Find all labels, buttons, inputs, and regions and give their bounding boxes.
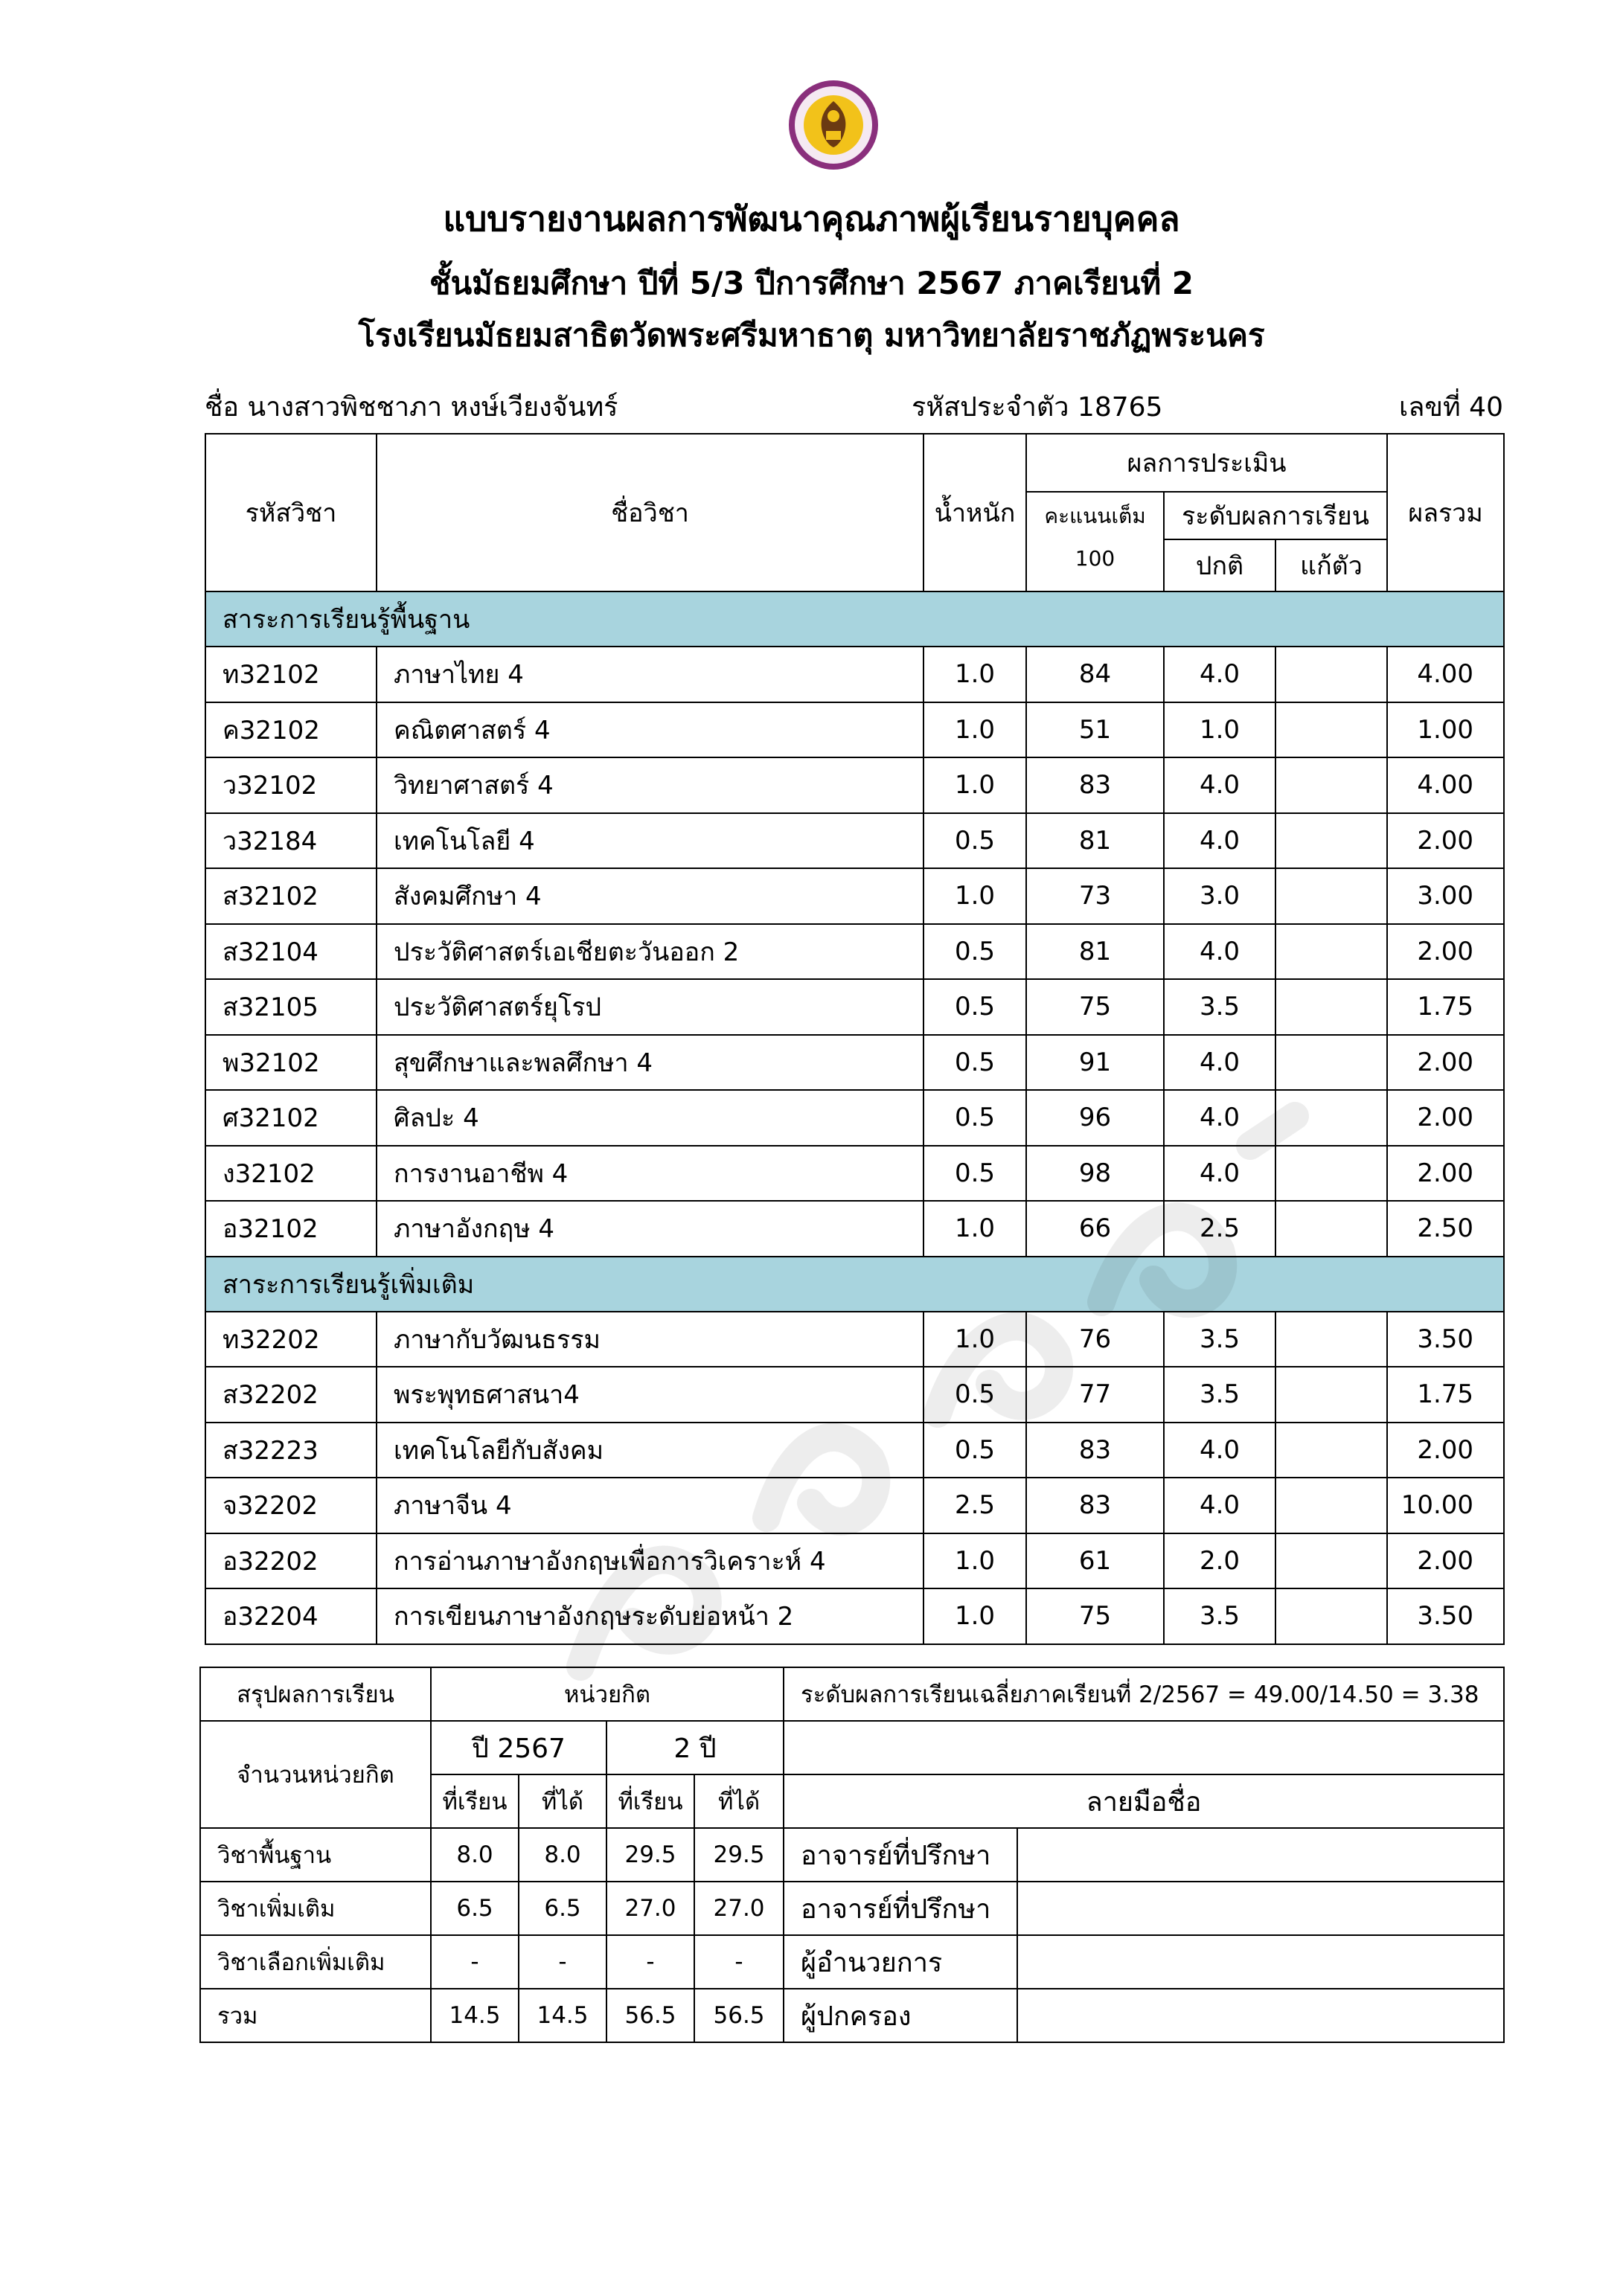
credit-total-studied: 56.5 xyxy=(606,1989,694,2042)
signature-line xyxy=(1017,1935,1504,1989)
summary-table xyxy=(199,1667,1505,2043)
subject-weight: 0.5 xyxy=(923,1423,1026,1478)
header-full-score xyxy=(1026,492,1164,591)
student-name: ชื่อ นางสาวพิชชาภา หงษ์เวียงจันทร์ xyxy=(205,392,618,423)
subject-grade: 1.0 xyxy=(1164,702,1275,758)
credit-total-earned: 27.0 xyxy=(694,1882,784,1935)
subject-corrected xyxy=(1275,924,1387,980)
header-grade-level: ระดับผลการเรียน xyxy=(1164,492,1387,539)
table-row xyxy=(205,647,1504,702)
summary-row xyxy=(200,1935,1504,1989)
subject-score: 76 xyxy=(1026,1312,1164,1367)
credit-year-earned: - xyxy=(519,1935,606,1989)
credit-year-studied: 14.5 xyxy=(431,1989,519,2042)
header-code: รหัสวิชา xyxy=(205,434,377,591)
subject-total: 3.50 xyxy=(1387,1588,1504,1644)
subject-weight: 0.5 xyxy=(923,1035,1026,1091)
subject-grade: 4.0 xyxy=(1164,1423,1275,1478)
subject-total: 3.50 xyxy=(1387,1312,1504,1367)
subject-weight: 1.0 xyxy=(923,757,1026,813)
table-row xyxy=(205,1146,1504,1202)
subject-corrected xyxy=(1275,1423,1387,1478)
subject-score: 96 xyxy=(1026,1090,1164,1146)
subject-score: 61 xyxy=(1026,1533,1164,1589)
subject-grade: 4.0 xyxy=(1164,1478,1275,1533)
table-row xyxy=(205,924,1504,980)
summary-row xyxy=(200,1828,1504,1882)
credit-total-studied: - xyxy=(606,1935,694,1989)
subject-weight: 0.5 xyxy=(923,924,1026,980)
subject-name: ภาษาไทย 4 xyxy=(377,647,923,702)
student-number: เลขที่ 40 xyxy=(1399,392,1503,423)
subject-code: ท32202 xyxy=(205,1312,377,1367)
subject-code: ส32202 xyxy=(205,1367,377,1423)
subject-corrected xyxy=(1275,757,1387,813)
section-header-row xyxy=(205,591,1504,647)
subject-code: จ32202 xyxy=(205,1478,377,1533)
credit-year-earned: 6.5 xyxy=(519,1882,606,1935)
subject-total: 2.00 xyxy=(1387,1423,1504,1478)
gpa-text: ระดับผลการเรียนเฉลี่ยภาคเรียนที่ 2/2567 = 49.00/14.50 = 3.38 xyxy=(784,1667,1504,1721)
header-subject: ชื่อวิชา xyxy=(377,434,923,591)
credit-year-earned: 8.0 xyxy=(519,1828,606,1882)
subject-grade: 3.5 xyxy=(1164,1312,1275,1367)
section-title: สาระการเรียนรู้พื้นฐาน xyxy=(205,591,1504,647)
credit-total-earned: 29.5 xyxy=(694,1828,784,1882)
subject-weight: 0.5 xyxy=(923,1367,1026,1423)
subject-name: การเขียนภาษาอังกฤษระดับย่อหน้า 2 xyxy=(377,1588,923,1644)
credit-total-earned: - xyxy=(694,1935,784,1989)
earned-label-2: ที่ได้ xyxy=(694,1774,784,1828)
subject-corrected xyxy=(1275,1312,1387,1367)
summary-row-label: รวม xyxy=(200,1989,431,2042)
subject-total: 1.75 xyxy=(1387,979,1504,1035)
subject-total: 4.00 xyxy=(1387,647,1504,702)
subject-code: ส32223 xyxy=(205,1423,377,1478)
credit-total-earned: 56.5 xyxy=(694,1989,784,2042)
subject-score: 81 xyxy=(1026,813,1164,869)
table-row xyxy=(205,702,1504,758)
table-row xyxy=(205,1367,1504,1423)
subject-weight: 1.0 xyxy=(923,1201,1026,1257)
subject-corrected xyxy=(1275,1588,1387,1644)
signature-line xyxy=(1017,1828,1504,1882)
subject-total: 3.00 xyxy=(1387,868,1504,924)
table-row xyxy=(205,757,1504,813)
table-row xyxy=(205,1090,1504,1146)
subject-corrected xyxy=(1275,1533,1387,1589)
table-row xyxy=(205,1423,1504,1478)
subject-name: เทคโนโลยี 4 xyxy=(377,813,923,869)
credit-year-earned: 14.5 xyxy=(519,1989,606,2042)
subject-score: 75 xyxy=(1026,1588,1164,1644)
subject-grade: 4.0 xyxy=(1164,757,1275,813)
subject-corrected xyxy=(1275,1090,1387,1146)
student-id: รหัสประจำตัว 18765 xyxy=(912,392,1163,423)
subject-code: ค32102 xyxy=(205,702,377,758)
two-years-label: 2 ปี xyxy=(606,1721,784,1774)
subject-grade: 4.0 xyxy=(1164,647,1275,702)
year-label: ปี 2567 xyxy=(431,1721,606,1774)
section-title: สาระการเรียนรู้เพิ่มเติม xyxy=(205,1257,1504,1312)
table-row xyxy=(205,813,1504,869)
subject-weight: 1.0 xyxy=(923,702,1026,758)
subject-score: 81 xyxy=(1026,924,1164,980)
full-score-label: คะแนนเต็ม xyxy=(1044,504,1146,528)
summary-row-label: วิชาพื้นฐาน xyxy=(200,1828,431,1882)
subject-grade: 3.0 xyxy=(1164,868,1275,924)
subject-code: ศ32102 xyxy=(205,1090,377,1146)
subject-corrected xyxy=(1275,1478,1387,1533)
table-row xyxy=(205,1533,1504,1589)
subject-total: 2.00 xyxy=(1387,1146,1504,1202)
school-name: โรงเรียนมัธยมสาธิตวัดพระศรีมหาธาตุ มหาวิทยาลัยราชภัฏพระนคร xyxy=(358,317,1265,353)
credit-year-studied: - xyxy=(431,1935,519,1989)
subject-code: ว32102 xyxy=(205,757,377,813)
subject-name: การอ่านภาษาอังกฤษเพื่อการวิเคราะห์ 4 xyxy=(377,1533,923,1589)
table-row xyxy=(205,1201,1504,1257)
subject-grade: 4.0 xyxy=(1164,1035,1275,1091)
subject-weight: 0.5 xyxy=(923,979,1026,1035)
signature-label: ลายมือชื่อ xyxy=(784,1774,1504,1828)
subject-score: 77 xyxy=(1026,1367,1164,1423)
subject-grade: 2.5 xyxy=(1164,1201,1275,1257)
subject-weight: 2.5 xyxy=(923,1478,1026,1533)
subject-name: ภาษาอังกฤษ 4 xyxy=(377,1201,923,1257)
subject-weight: 0.5 xyxy=(923,1146,1026,1202)
subject-corrected xyxy=(1275,702,1387,758)
studied-label-2: ที่เรียน xyxy=(606,1774,694,1828)
subject-grade: 3.5 xyxy=(1164,1588,1275,1644)
subject-total: 1.00 xyxy=(1387,702,1504,758)
header-normal: ปกติ xyxy=(1164,539,1275,591)
summary-row xyxy=(200,1882,1504,1935)
summary-row-label: วิชาเลือกเพิ่มเติม xyxy=(200,1935,431,1989)
subject-name: การงานอาชีพ 4 xyxy=(377,1146,923,1202)
subject-code: อ32204 xyxy=(205,1588,377,1644)
summary-label: สรุปผลการเรียน xyxy=(200,1667,431,1721)
subject-code: ท32102 xyxy=(205,647,377,702)
header-evaluation: ผลการประเมิน xyxy=(1026,434,1387,492)
subject-score: 84 xyxy=(1026,647,1164,702)
subject-weight: 1.0 xyxy=(923,647,1026,702)
subject-name: สังคมศึกษา 4 xyxy=(377,868,923,924)
credit-total-studied: 29.5 xyxy=(606,1828,694,1882)
signature-line xyxy=(1017,1989,1504,2042)
subject-total: 1.75 xyxy=(1387,1367,1504,1423)
subject-name: ประวัติศาสตร์เอเชียตะวันออก 2 xyxy=(377,924,923,980)
subject-weight: 1.0 xyxy=(923,1588,1026,1644)
credit-count-label: จำนวนหน่วยกิต xyxy=(200,1721,431,1828)
subject-name: คณิตศาสตร์ 4 xyxy=(377,702,923,758)
subject-code: อ32202 xyxy=(205,1533,377,1589)
subject-code: ส32104 xyxy=(205,924,377,980)
signature-role: อาจารย์ที่ปรึกษา xyxy=(784,1882,1017,1935)
subject-weight: 0.5 xyxy=(923,1090,1026,1146)
earned-label: ที่ได้ xyxy=(519,1774,606,1828)
subject-weight: 0.5 xyxy=(923,813,1026,869)
subject-weight: 1.0 xyxy=(923,1533,1026,1589)
table-row xyxy=(205,979,1504,1035)
header-weight: น้ำหนัก xyxy=(923,434,1026,591)
table-row xyxy=(205,868,1504,924)
subject-grade: 3.5 xyxy=(1164,979,1275,1035)
subject-corrected xyxy=(1275,1146,1387,1202)
subject-code: อ32102 xyxy=(205,1201,377,1257)
subject-corrected xyxy=(1275,868,1387,924)
subject-corrected xyxy=(1275,1367,1387,1423)
subject-name: พระพุทธศาสนา4 xyxy=(377,1367,923,1423)
subject-weight: 1.0 xyxy=(923,868,1026,924)
subject-total: 10.00 xyxy=(1387,1478,1504,1533)
subject-name: ประวัติศาสตร์ยุโรป xyxy=(377,979,923,1035)
subject-code: พ32102 xyxy=(205,1035,377,1091)
subject-name: ศิลปะ 4 xyxy=(377,1090,923,1146)
summary-row-label: วิชาเพิ่มเติม xyxy=(200,1882,431,1935)
report-title: แบบรายงานผลการพัฒนาคุณภาพผู้เรียนรายบุคคล xyxy=(443,199,1180,239)
signature-role: ผู้ปกครอง xyxy=(784,1989,1017,2042)
subject-total: 2.00 xyxy=(1387,1090,1504,1146)
subject-score: 75 xyxy=(1026,979,1164,1035)
subject-name: สุขศึกษาและพลศึกษา 4 xyxy=(377,1035,923,1091)
subject-grade: 3.5 xyxy=(1164,1367,1275,1423)
grades-table xyxy=(205,433,1505,1645)
summary-units: หน่วยกิต xyxy=(431,1667,784,1721)
section-header-row xyxy=(205,1257,1504,1312)
subject-name: ภาษาจีน 4 xyxy=(377,1478,923,1533)
subject-name: วิทยาศาสตร์ 4 xyxy=(377,757,923,813)
subject-total: 2.00 xyxy=(1387,1035,1504,1091)
signature-role: อาจารย์ที่ปรึกษา xyxy=(784,1828,1017,1882)
subject-grade: 4.0 xyxy=(1164,924,1275,980)
subject-score: 83 xyxy=(1026,757,1164,813)
subject-score: 98 xyxy=(1026,1146,1164,1202)
subject-weight: 1.0 xyxy=(923,1312,1026,1367)
subject-grade: 2.0 xyxy=(1164,1533,1275,1589)
subject-total: 2.50 xyxy=(1387,1201,1504,1257)
subject-total: 2.00 xyxy=(1387,924,1504,980)
table-row xyxy=(205,1312,1504,1367)
subject-code: ง32102 xyxy=(205,1146,377,1202)
subject-score: 66 xyxy=(1026,1201,1164,1257)
header-total: ผลรวม xyxy=(1387,434,1504,591)
signature-line xyxy=(1017,1882,1504,1935)
full-score-value: 100 xyxy=(1075,546,1115,571)
subject-corrected xyxy=(1275,1201,1387,1257)
subject-name: ภาษากับวัฒนธรรม xyxy=(377,1312,923,1367)
signature-role: ผู้อำนวยการ xyxy=(784,1935,1017,1989)
subject-corrected xyxy=(1275,1035,1387,1091)
credit-total-studied: 27.0 xyxy=(606,1882,694,1935)
summary-row xyxy=(200,1989,1504,2042)
header-corrected: แก้ตัว xyxy=(1275,539,1387,591)
subject-total: 4.00 xyxy=(1387,757,1504,813)
subject-grade: 4.0 xyxy=(1164,1090,1275,1146)
subject-code: ส32105 xyxy=(205,979,377,1035)
subject-corrected xyxy=(1275,979,1387,1035)
studied-label: ที่เรียน xyxy=(431,1774,519,1828)
class-line: ชั้นมัธยมศึกษา ปีที่ 5/3 ปีการศึกษา 2567 ภาคเรียนที่ 2 xyxy=(429,265,1194,301)
subject-corrected xyxy=(1275,647,1387,702)
table-row xyxy=(205,1035,1504,1091)
subject-code: ส32102 xyxy=(205,868,377,924)
subject-total: 2.00 xyxy=(1387,813,1504,869)
subject-score: 91 xyxy=(1026,1035,1164,1091)
credit-year-studied: 8.0 xyxy=(431,1828,519,1882)
subject-grade: 4.0 xyxy=(1164,813,1275,869)
credit-year-studied: 6.5 xyxy=(431,1882,519,1935)
school-seal-logo xyxy=(787,79,880,171)
subject-score: 51 xyxy=(1026,702,1164,758)
table-row xyxy=(205,1588,1504,1644)
subject-score: 83 xyxy=(1026,1423,1164,1478)
subject-score: 83 xyxy=(1026,1478,1164,1533)
subject-corrected xyxy=(1275,813,1387,869)
subject-score: 73 xyxy=(1026,868,1164,924)
subject-total: 2.00 xyxy=(1387,1533,1504,1589)
subject-code: ว32184 xyxy=(205,813,377,869)
subject-grade: 4.0 xyxy=(1164,1146,1275,1202)
subject-name: เทคโนโลยีกับสังคม xyxy=(377,1423,923,1478)
table-row xyxy=(205,1478,1504,1533)
blank-cell xyxy=(784,1721,1504,1774)
